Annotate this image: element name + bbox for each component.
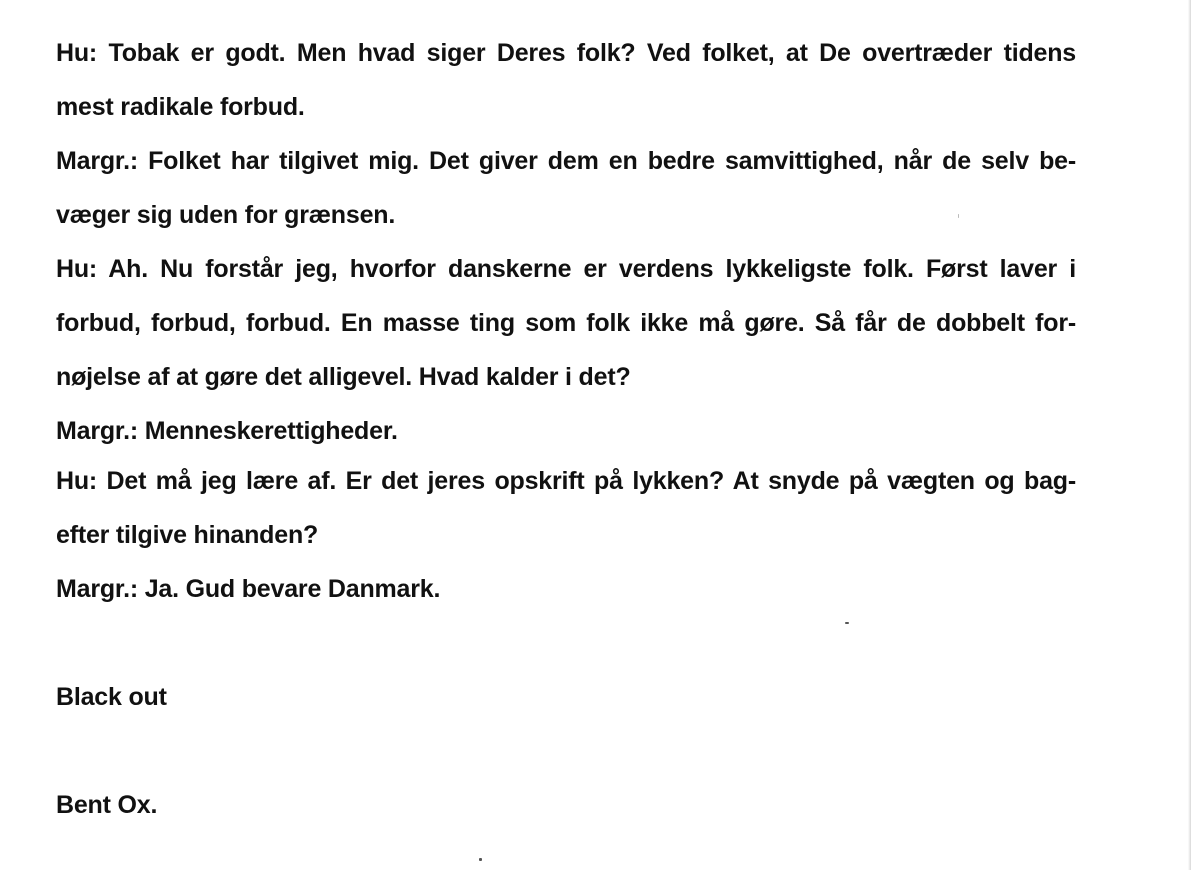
- text-line: Hu: Tobak er godt. Men hvad siger Deres folk? Ved folket, at De overtræder tidens: [56, 39, 1076, 67]
- text-line: Margr.: Ja. Gud bevare Danmark.: [56, 575, 441, 603]
- text-line: Margr.: Folket har tilgivet mig. Det giver dem en bedre samvittighed, når de selv be-: [56, 147, 1076, 175]
- text-line: nøjelse af at gøre det alligevel. Hvad kalder i det?: [56, 363, 631, 391]
- text-line: Margr.: Menneskerettigheder.: [56, 417, 398, 445]
- text-line: væger sig uden for grænsen.: [56, 201, 396, 229]
- text-line: Hu: Ah. Nu forstår jeg, hvorfor danskerne er verdens lykkeligste folk. Først laver i: [56, 255, 1076, 283]
- text-line: forbud, forbud, forbud. En masse ting som folk ikke må gøre. Så får de dobbelt for-: [56, 309, 1076, 337]
- scan-speck: [845, 622, 849, 624]
- stage-direction: Black out: [56, 683, 167, 711]
- scan-speck: [479, 858, 482, 861]
- text-line: efter tilgive hinanden?: [56, 521, 319, 549]
- scan-speck: [958, 214, 959, 218]
- signature: Bent Ox.: [56, 791, 158, 819]
- text-line: Hu: Det må jeg lære af. Er det jeres opskrift på lykken? At snyde på vægten og bag-: [56, 467, 1076, 495]
- text-line: mest radikale forbud.: [56, 93, 305, 121]
